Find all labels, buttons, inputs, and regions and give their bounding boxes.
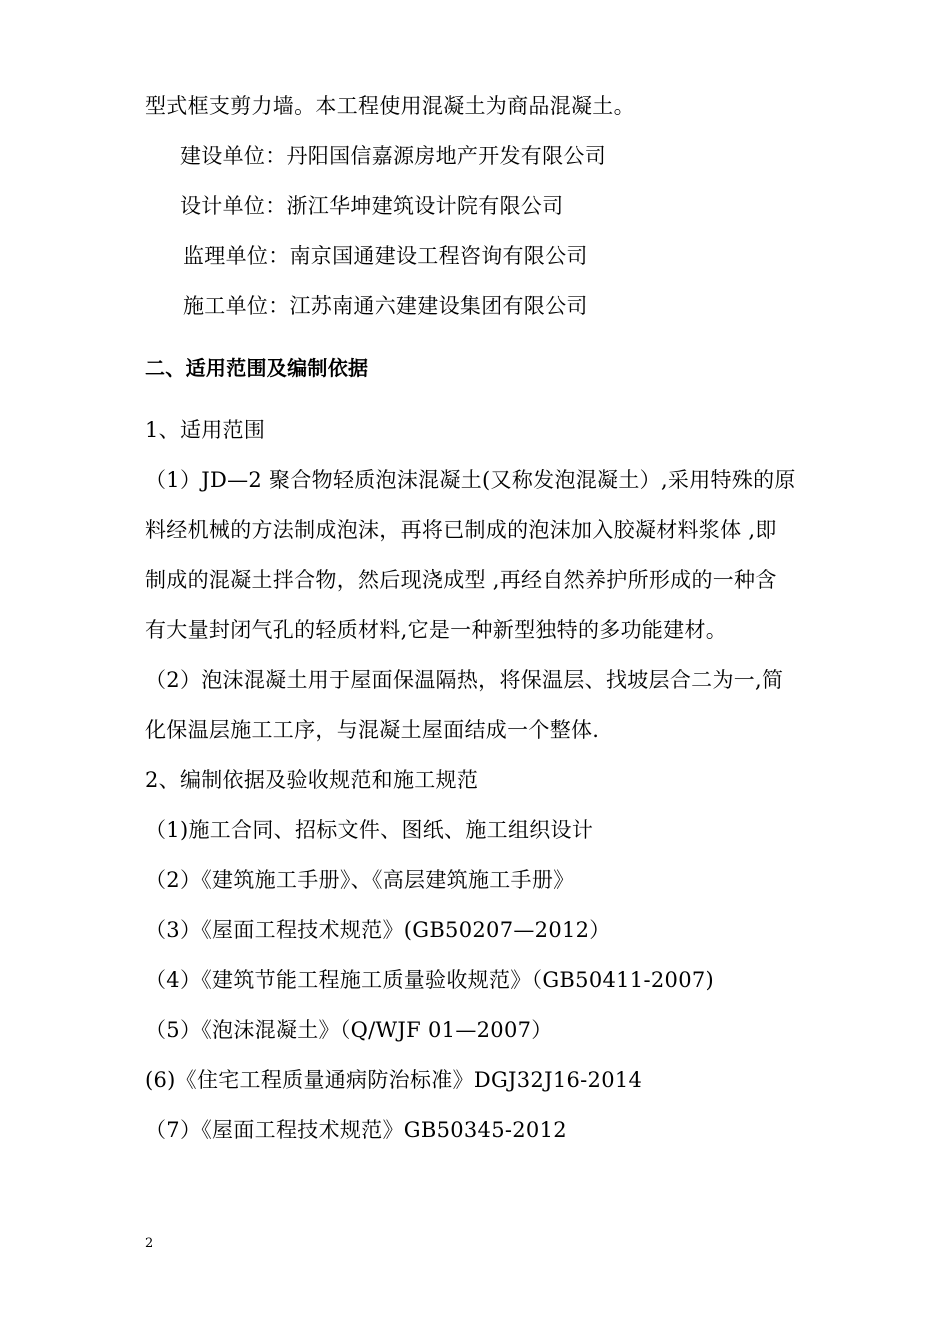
basis-item: （3）《屋面工程技术规范》(GB50207—2012）	[145, 918, 611, 942]
basis-item: (6)《住宅工程质量通病防治标准》DGJ32J16-2014	[145, 1068, 643, 1092]
scope-p1-line: 有大量封闭气孔的轻质材料,它是一种新型独特的多功能建材。	[145, 618, 728, 642]
designer-line: 设计单位：浙江华坤建筑设计院有限公司	[180, 194, 564, 218]
scope-p1-line: （1）JD—2 聚合物轻质泡沫混凝土(又称发泡混凝土）,采用特殊的原	[145, 468, 796, 492]
paragraph-intro-end: 型式框支剪力墙。本工程使用混凝土为商品混凝土。	[145, 94, 635, 118]
basis-item: （1)施工合同、招标文件、图纸、施工组织设计	[145, 818, 594, 842]
owner-line: 建设单位：丹阳国信嘉源房地产开发有限公司	[180, 144, 606, 168]
basis-item: （4）《建筑节能工程施工质量验收规范》（GB50411-2007)	[145, 968, 715, 992]
basis-item: （2）《建筑施工手册》、《高层建筑施工手册》	[145, 868, 575, 892]
contractor-line: 施工单位：江苏南通六建建设集团有限公司	[183, 294, 588, 318]
scope-p1-line: 制成的混凝土拌合物，然后现浇成型 ,再经自然养护所形成的一种含	[145, 568, 777, 592]
scope-p2-line: 化保温层施工工序，与混凝土屋面结成一个整体.	[145, 718, 600, 742]
basis-item: （7）《屋面工程技术规范》GB50345-2012	[145, 1118, 567, 1142]
section-heading-2: 二、适用范围及编制依据	[145, 356, 369, 380]
subsection-heading-scope: 1、适用范围	[145, 418, 266, 442]
subsection-heading-basis: 2、编制依据及验收规范和施工规范	[145, 768, 479, 792]
scope-p1-line: 料经机械的方法制成泡沫，再将已制成的泡沫加入胶凝材料浆体 ,即	[145, 518, 777, 542]
page-number: 2	[145, 1236, 154, 1251]
scope-p2-line: （2）泡沫混凝土用于屋面保温隔热，将保温层、找坡层合二为一,简	[145, 668, 784, 692]
supervisor-line: 监理单位：南京国通建设工程咨询有限公司	[183, 244, 588, 268]
basis-item: （5）《泡沫混凝土》（Q/WJF 01—2007）	[145, 1018, 553, 1042]
